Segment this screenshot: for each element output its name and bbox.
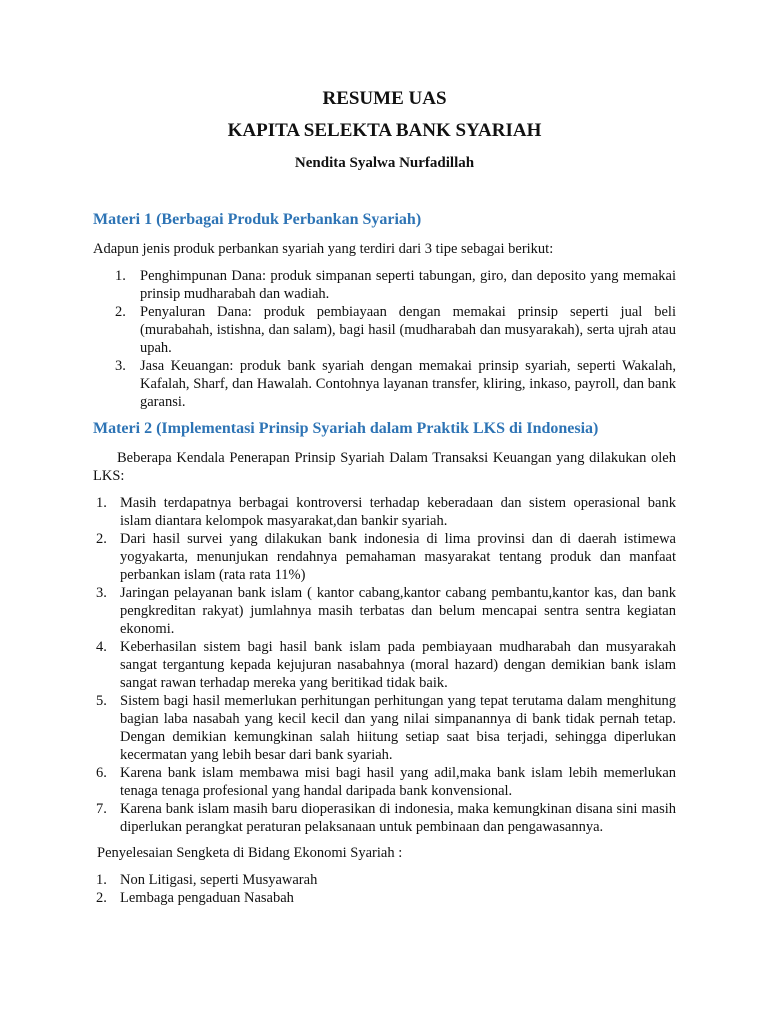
list-item-number: 6. <box>96 765 107 781</box>
list-item <box>96 764 676 800</box>
list-item-text: Keberhasilan sistem bagi hasil bank islam pada pembiayaan mudharabah dan musyarakah sangat tergantung kepada kejujuran nasabahnya (moral hazard) dengan demikian bank islam sangat rawan terhadap mereka yang beritikad tidak baik. <box>120 639 676 691</box>
list-item-number: 3. <box>115 358 126 374</box>
list-item-number: 1. <box>96 872 107 888</box>
list-item-number: 1. <box>96 495 107 511</box>
list-item-number: 1. <box>115 268 126 284</box>
list-item-text: Lembaga pengaduan Nasabah <box>120 890 294 906</box>
list-item <box>96 584 676 638</box>
list-item-text: Karena bank islam membawa misi bagi hasil yang adil,maka bank islam lebih memerlukan tenaga tenaga profesional yang handal daripada bank konvensional. <box>120 765 676 799</box>
list-item-text: Karena bank islam masih baru dioperasikan di indonesia, maka kemungkinan disana sini masih diperlukan perangkat peraturan pelaksanaan untuk pembinaan dan pengawasannya. <box>120 801 676 835</box>
list-item-text: Jaringan pelayanan bank islam ( kantor cabang,kantor cabang pembantu,kantor kas, dan bank pengkreditan rakyat) jumlahnya masih terbatas dan belum mencapai sentra sentra kegiatan ekonomi. <box>120 585 676 637</box>
list-item <box>115 267 676 303</box>
list-item <box>96 530 676 584</box>
document-subtitle: KAPITA SELEKTA BANK SYARIAH <box>227 120 542 141</box>
list-item <box>96 692 676 764</box>
document-title: RESUME UAS <box>322 88 447 109</box>
list-item-number: 2. <box>96 890 107 906</box>
list-item <box>96 871 676 889</box>
list-item-text: Masih terdapatnya berbagai kontroversi terhadap keberadaan dan sistem operasional bank islam diantara kelompok masyarakat,dan bankir syariah. <box>120 495 676 529</box>
section2-list <box>93 494 676 836</box>
list-item-text: Penghimpunan Dana: produk simpanan seperti tabungan, giro, dan deposito yang memakai prinsip mudharabah dan wadiah. <box>140 268 676 302</box>
list-item-number: 7. <box>96 801 107 817</box>
list-item <box>115 303 676 357</box>
list-item-text: Dari hasil survei yang dilakukan bank indonesia di lima provinsi dan di daerah istimewa yogyakarta, menunjukan rendahnya pemahaman masyarakat tentang produk dan manfaat perbankan islam (rata rata 11%) <box>120 531 676 583</box>
list-item <box>115 357 676 411</box>
dispute-intro: Penyelesaian Sengketa di Bidang Ekonomi Syariah : <box>97 845 403 861</box>
section2-heading: Materi 2 (Implementasi Prinsip Syariah dalam Praktik LKS di Indonesia) <box>93 420 599 437</box>
list-item <box>96 638 676 692</box>
section2-intro: Beberapa Kendala Penerapan Prinsip Syariah Dalam Transaksi Keuangan yang dilakukan oleh LKS: <box>93 450 676 484</box>
dispute-list <box>93 871 676 907</box>
author-name: Nendita Syalwa Nurfadillah <box>294 155 475 171</box>
list-item-number: 2. <box>96 531 107 547</box>
section1-intro: Adapun jenis produk perbankan syariah yang terdiri dari 3 tipe sebagai berikut: <box>93 241 554 257</box>
list-item-text: Non Litigasi, seperti Musyawarah <box>120 872 318 888</box>
list-item-number: 2. <box>115 304 126 320</box>
list-item-text: Penyaluran Dana: produk pembiayaan dengan memakai prinsip seperti jual beli (murabahah, istishna, dan salam), bagi hasil (mudharabah dan musyarakah), serta ujrah atau upah. <box>140 304 676 356</box>
list-item <box>96 889 676 907</box>
section1-heading: Materi 1 (Berbagai Produk Perbankan Syariah) <box>93 211 422 228</box>
list-item-text: Jasa Keuangan: produk bank syariah dengan memakai prinsip syariah, seperti Wakalah, Kafalah, Sharf, dan Hawalah. Contohnya layanan transfer, kliring, inkaso, payroll, dan bank garansi. <box>140 358 676 410</box>
list-item-number: 5. <box>96 693 107 709</box>
list-item <box>96 494 676 530</box>
list-item <box>96 800 676 836</box>
section1-list <box>93 267 676 411</box>
list-item-text: Sistem bagi hasil memerlukan perhitungan perhitungan yang tepat terutama dalam menghitung bagian laba nasabah yang kecil kecil dan yang nilai simpanannya di bank tidak pernah tetap. Dengan demikian kemungkinan salah hiitung setiap saat bisa terjadi, sehingga diperlukan kecermatan yang lebih besar dari bank syariah. <box>120 693 676 763</box>
list-item-number: 3. <box>96 585 107 601</box>
list-item-number: 4. <box>96 639 107 655</box>
